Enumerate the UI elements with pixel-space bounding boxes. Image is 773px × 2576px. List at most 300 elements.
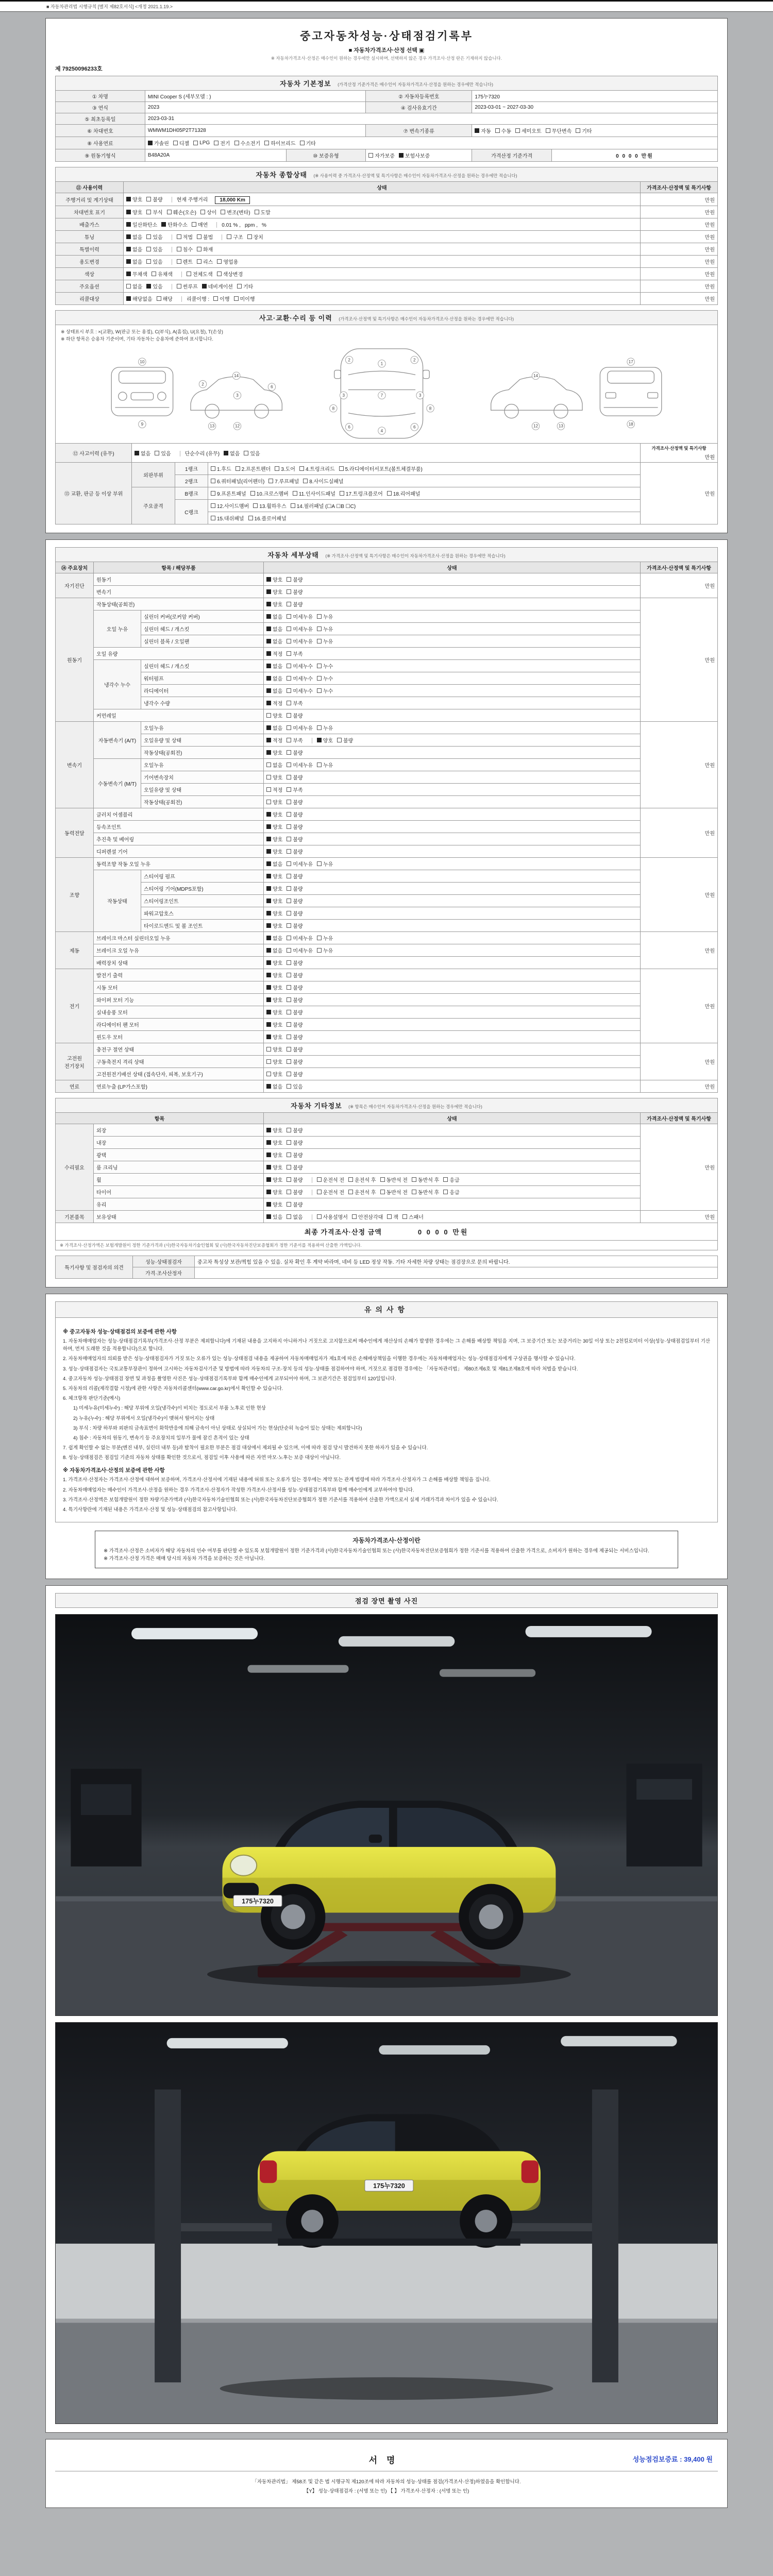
checkbox[interactable] [287, 1128, 291, 1132]
checkbox[interactable] [253, 503, 258, 508]
checkbox[interactable] [352, 1214, 357, 1219]
option [287, 872, 303, 880]
checkbox[interactable] [287, 1214, 291, 1219]
checkbox[interactable] [236, 466, 240, 471]
checkbox[interactable] [268, 479, 273, 483]
option-label: 불량 [293, 1190, 303, 1196]
detail-state-table [55, 562, 718, 1093]
checkbox[interactable] [146, 259, 151, 264]
checkbox[interactable] [317, 1214, 322, 1219]
checkbox[interactable] [317, 725, 322, 730]
checkbox[interactable] [287, 824, 291, 829]
option [266, 1163, 282, 1171]
checkbox[interactable] [287, 1177, 291, 1182]
checkbox[interactable] [266, 762, 271, 767]
item-label: 실내송풍 모터 [94, 1006, 264, 1019]
checkbox[interactable] [287, 837, 291, 841]
checkbox[interactable] [221, 210, 225, 214]
checkbox[interactable] [287, 762, 291, 767]
checkbox[interactable] [177, 247, 181, 251]
checkbox[interactable] [266, 936, 271, 940]
checkbox[interactable] [287, 874, 291, 878]
checkbox[interactable] [126, 284, 131, 289]
signature-header [55, 2447, 718, 2471]
checkbox[interactable] [266, 1072, 271, 1076]
checkbox[interactable] [340, 491, 344, 496]
checkbox[interactable] [266, 1190, 271, 1194]
checkbox[interactable] [146, 284, 151, 289]
option [348, 1176, 376, 1183]
option-label: 미세누유 [293, 627, 313, 633]
option-label: 누유 [323, 948, 333, 954]
checkbox[interactable] [339, 466, 344, 471]
state-cell [264, 1186, 641, 1198]
item-label: 라디에이터 [141, 685, 264, 697]
checkbox[interactable] [266, 664, 271, 668]
checkbox[interactable] [244, 451, 248, 455]
checkbox[interactable] [287, 960, 291, 965]
option-label: 누수 [323, 689, 333, 694]
checkbox[interactable] [287, 676, 291, 681]
checkbox[interactable] [293, 491, 297, 496]
notes-section-heading: ※ 중고자동차 성능·상태점검의 보증에 관한 사항 [63, 1329, 177, 1335]
checkbox[interactable] [275, 466, 279, 471]
checkbox[interactable] [266, 973, 271, 977]
checkbox[interactable] [287, 1140, 291, 1145]
warranty-opts [366, 149, 472, 162]
checkbox[interactable] [287, 1084, 291, 1089]
checkbox[interactable] [155, 451, 159, 455]
checkbox[interactable] [266, 1084, 271, 1089]
checkbox[interactable] [287, 626, 291, 631]
checkbox[interactable] [187, 272, 191, 276]
table-row [56, 808, 718, 821]
checkbox[interactable] [266, 837, 271, 841]
checkbox[interactable] [266, 824, 271, 829]
checkbox[interactable] [287, 948, 291, 953]
checkbox[interactable] [126, 272, 131, 276]
checkbox[interactable] [287, 911, 291, 916]
checkbox[interactable] [126, 210, 131, 214]
state-cell [264, 660, 641, 672]
option-label: 렌트 [182, 260, 193, 265]
checkbox[interactable] [227, 234, 231, 239]
checkbox[interactable] [197, 259, 201, 264]
item-label: 워터펌프 [141, 672, 264, 685]
checkbox[interactable] [266, 960, 271, 965]
checkbox[interactable] [266, 861, 271, 866]
checkbox[interactable] [264, 141, 269, 145]
option-label: 양호 [273, 1178, 283, 1183]
table-row [56, 957, 718, 969]
checkbox[interactable] [266, 1010, 271, 1014]
checkbox[interactable] [224, 451, 228, 455]
option [402, 1213, 424, 1221]
page-title: 중고자동차성능·상태점검기록부 [300, 30, 473, 42]
checkbox[interactable] [266, 1177, 271, 1182]
svg-text:12: 12 [533, 423, 539, 429]
table-row [56, 463, 718, 475]
checkbox[interactable] [211, 516, 215, 520]
option [287, 934, 313, 942]
checkbox[interactable] [317, 861, 322, 866]
checkbox[interactable] [287, 936, 291, 940]
value-box: 18,000 Km [215, 196, 249, 204]
checkbox[interactable] [266, 1153, 271, 1157]
svg-text:8: 8 [429, 406, 432, 411]
checkbox[interactable] [193, 141, 198, 145]
checkbox[interactable] [266, 775, 271, 779]
item-label: 등속조인트 [94, 821, 264, 833]
option-label: 13.휠하우스 [259, 504, 287, 510]
option-label: 불량 [293, 825, 303, 831]
checkbox[interactable] [126, 234, 131, 239]
state-cell [264, 1068, 641, 1080]
table-row [56, 598, 718, 611]
checkbox[interactable] [213, 296, 218, 301]
svg-text:13: 13 [558, 423, 563, 429]
option-label: 없음 [273, 689, 283, 694]
section-title: 점검 장면 촬영 사진 [355, 1597, 418, 1605]
checkbox[interactable] [287, 1072, 291, 1076]
state-cell [264, 1031, 641, 1043]
svg-text:18: 18 [628, 422, 633, 427]
checkbox[interactable] [287, 812, 291, 817]
checkbox[interactable] [266, 676, 271, 681]
checkbox[interactable] [287, 639, 291, 643]
checkbox[interactable] [317, 626, 322, 631]
checkbox[interactable] [177, 234, 181, 239]
option [266, 946, 282, 954]
checkbox[interactable] [317, 1177, 322, 1182]
checkbox[interactable] [287, 614, 291, 619]
checkbox[interactable] [299, 466, 304, 471]
svg-text:6: 6 [413, 425, 416, 430]
checkbox[interactable] [546, 128, 550, 133]
table-row [56, 858, 718, 870]
checkbox[interactable] [211, 491, 215, 496]
table-row [56, 845, 718, 858]
section-title: 자동차 세부상태 [267, 551, 319, 559]
checkbox[interactable] [200, 210, 205, 214]
checkbox[interactable] [266, 1165, 271, 1170]
option-label: 변조(변타) [227, 210, 250, 216]
checkbox[interactable] [287, 577, 291, 582]
checkbox[interactable] [287, 886, 291, 891]
checkbox[interactable] [266, 725, 271, 730]
checkbox[interactable] [300, 141, 305, 145]
option [287, 1200, 303, 1208]
checkbox[interactable] [266, 923, 271, 928]
checkbox[interactable] [337, 738, 342, 742]
checkbox[interactable] [380, 1190, 385, 1194]
checkbox[interactable] [217, 272, 222, 276]
option [157, 295, 173, 302]
checkbox[interactable] [402, 1214, 407, 1219]
checkbox[interactable] [247, 234, 252, 239]
checkbox[interactable] [148, 141, 153, 145]
checkbox[interactable] [266, 577, 271, 582]
checkbox[interactable] [146, 247, 151, 251]
checkbox[interactable] [368, 153, 373, 158]
checkbox[interactable] [266, 589, 271, 594]
checkbox[interactable] [266, 1059, 271, 1064]
checkbox[interactable] [255, 210, 259, 214]
checkbox[interactable] [287, 1165, 291, 1170]
checkbox[interactable] [266, 738, 271, 742]
checkbox[interactable] [217, 259, 222, 264]
checkbox[interactable] [287, 787, 291, 792]
state-cell [264, 1161, 641, 1174]
option [287, 1021, 303, 1028]
checkbox[interactable] [135, 451, 139, 455]
checkbox[interactable] [287, 1010, 291, 1014]
checkbox[interactable] [266, 787, 271, 792]
checkbox[interactable] [287, 923, 291, 928]
option [266, 724, 282, 732]
checkbox[interactable] [317, 676, 322, 681]
fuel-opts [145, 137, 717, 149]
checkbox[interactable] [287, 849, 291, 854]
option [317, 637, 333, 645]
checkbox[interactable] [287, 738, 291, 742]
checkbox[interactable] [266, 651, 271, 656]
checkbox[interactable] [266, 874, 271, 878]
checkbox[interactable] [287, 997, 291, 1002]
checkbox[interactable] [317, 738, 322, 742]
checkbox[interactable] [287, 985, 291, 990]
checkbox[interactable] [287, 664, 291, 668]
checkbox[interactable] [266, 1202, 271, 1207]
panel-numbers [139, 356, 635, 434]
row-label: ⑨ 원동기형식 [56, 149, 145, 162]
checkbox[interactable] [266, 800, 271, 804]
note-item: 8. 성능·상태점검은 점검일 기준의 자동차 상태를 확인한 것으로서, 점검일 이후 사용에 따른 자연 마모·노후는 보증 대상이 아닙니다. [63, 1455, 341, 1461]
option [266, 1139, 282, 1146]
checkbox[interactable] [287, 750, 291, 755]
checkbox[interactable] [266, 985, 271, 990]
checkbox[interactable] [250, 491, 255, 496]
option [266, 1176, 282, 1183]
checkbox[interactable] [266, 899, 271, 903]
checkbox[interactable] [348, 1190, 353, 1194]
checkbox[interactable] [152, 272, 156, 276]
checkbox[interactable] [287, 1047, 291, 1052]
option-label: 무채색 [132, 272, 147, 278]
option-label: 없음 [230, 451, 240, 457]
checkbox[interactable] [211, 503, 215, 508]
checkbox[interactable] [202, 284, 207, 289]
option-label: 해당 [162, 297, 173, 302]
checkbox[interactable] [266, 1035, 271, 1039]
option [287, 946, 313, 954]
item-label: 휠 [94, 1174, 264, 1186]
checkbox[interactable] [287, 899, 291, 903]
checkbox[interactable] [412, 1190, 416, 1194]
option-label: 없음 [132, 284, 143, 290]
device-group: 제동 [56, 932, 94, 969]
table-row [56, 1149, 718, 1161]
checkbox[interactable] [192, 222, 196, 227]
checkbox[interactable] [266, 1022, 271, 1027]
checkbox[interactable] [266, 1140, 271, 1145]
checkbox[interactable] [266, 1214, 271, 1219]
checkbox[interactable] [317, 948, 322, 953]
option [126, 221, 157, 228]
checkbox[interactable] [234, 141, 239, 145]
option-label: 양호 [273, 590, 283, 596]
reg-no-value: 175누7320 [472, 91, 718, 102]
checkbox[interactable] [412, 1177, 416, 1182]
checkbox[interactable] [266, 849, 271, 854]
checkbox[interactable] [266, 911, 271, 916]
checkbox[interactable] [266, 614, 271, 619]
checkbox[interactable] [214, 141, 219, 145]
checkbox[interactable] [287, 1059, 291, 1064]
option [317, 674, 333, 682]
document-number: 제 79250096233호 [55, 66, 103, 72]
option-label: 불량 [293, 1128, 303, 1134]
option [287, 996, 303, 1004]
item-label: 실린더 커버(로커암 커버) [141, 611, 264, 623]
checkbox[interactable] [399, 153, 404, 158]
option [495, 127, 511, 134]
checkbox[interactable] [177, 259, 181, 264]
checkbox[interactable] [266, 750, 271, 755]
checkbox[interactable] [234, 296, 239, 301]
checkbox[interactable] [287, 1202, 291, 1207]
checkbox[interactable] [317, 664, 322, 668]
checkbox[interactable] [317, 639, 322, 643]
checkbox[interactable] [317, 936, 322, 940]
checkbox[interactable] [303, 479, 308, 483]
checkbox[interactable] [287, 973, 291, 977]
option-label: 불량 [293, 751, 303, 756]
option-label: 불량 [293, 850, 303, 855]
checkbox[interactable] [266, 997, 271, 1002]
checkbox[interactable] [495, 128, 500, 133]
checkbox[interactable] [317, 614, 322, 619]
checkbox[interactable] [287, 651, 291, 656]
checkbox[interactable] [287, 725, 291, 730]
option [287, 600, 303, 608]
checkbox[interactable] [161, 222, 166, 227]
checkbox[interactable] [126, 197, 131, 201]
checkbox[interactable] [211, 479, 215, 483]
state-cell [124, 218, 641, 231]
checkbox[interactable] [443, 1177, 448, 1182]
option [126, 245, 142, 253]
table-row [56, 895, 718, 907]
checkbox[interactable] [173, 141, 178, 145]
table-row [56, 1198, 718, 1211]
checkbox[interactable] [126, 259, 131, 264]
svg-text:14: 14 [533, 374, 539, 379]
table-row [56, 870, 718, 883]
checkbox[interactable] [287, 1153, 291, 1157]
checkbox[interactable] [167, 210, 172, 214]
checkbox[interactable] [266, 713, 271, 718]
checkbox[interactable] [266, 812, 271, 817]
checkbox[interactable] [266, 948, 271, 953]
checkbox[interactable] [287, 701, 291, 705]
checkbox[interactable] [237, 284, 242, 289]
checkbox[interactable] [576, 128, 580, 133]
checkbox[interactable] [266, 1047, 271, 1052]
option [287, 1058, 303, 1065]
checkbox[interactable] [380, 1177, 385, 1182]
table-row [56, 920, 718, 932]
option [287, 1213, 303, 1221]
checkbox[interactable] [317, 1190, 322, 1194]
checkbox[interactable] [266, 688, 271, 693]
checkbox[interactable] [146, 197, 151, 201]
checkbox[interactable] [387, 1214, 392, 1219]
option [287, 885, 303, 892]
option-label: 6.쿼터패널(리어펜더) [217, 479, 265, 485]
checkbox[interactable] [287, 1022, 291, 1027]
checkbox[interactable] [443, 1190, 448, 1194]
checkbox[interactable] [317, 762, 322, 767]
option-label: 전체도색 [192, 272, 213, 278]
checkbox[interactable] [287, 713, 291, 718]
price-cell: 만원 [641, 463, 718, 524]
checkbox[interactable] [287, 589, 291, 594]
checkbox[interactable] [515, 128, 520, 133]
option-label: 자동 [481, 129, 491, 134]
checkbox[interactable] [266, 886, 271, 891]
checkbox[interactable] [266, 602, 271, 606]
checkbox[interactable] [211, 466, 215, 471]
checkbox[interactable] [287, 602, 291, 606]
checkbox[interactable] [248, 516, 253, 520]
checkbox[interactable] [197, 234, 201, 239]
checkbox[interactable] [287, 1035, 291, 1039]
checkbox[interactable] [146, 210, 151, 214]
checkbox[interactable] [157, 296, 161, 301]
checkbox[interactable] [126, 247, 131, 251]
checkbox[interactable] [287, 688, 291, 693]
checkbox[interactable] [177, 284, 181, 289]
option [266, 897, 282, 905]
checkbox[interactable] [266, 701, 271, 705]
state-cell [264, 771, 641, 784]
option-label: 있음 [153, 260, 163, 265]
price-cell: 만원 [641, 808, 718, 858]
checkbox[interactable] [197, 247, 201, 251]
checkbox[interactable] [287, 861, 291, 866]
checkbox[interactable] [348, 1177, 353, 1182]
checkbox[interactable] [387, 491, 392, 496]
option-label: 불법 [203, 235, 213, 241]
checkbox[interactable] [146, 234, 151, 239]
checkbox[interactable] [287, 775, 291, 779]
checkbox[interactable] [126, 222, 131, 227]
option-label: 잭 [393, 1215, 398, 1221]
checkbox[interactable] [287, 1190, 291, 1194]
checkbox[interactable] [317, 688, 322, 693]
state-cell [264, 1043, 641, 1056]
checkbox[interactable] [266, 626, 271, 631]
option-label: 해당없음 [132, 297, 153, 302]
row-label: 용도변경 [56, 256, 124, 268]
checkbox[interactable] [287, 800, 291, 804]
checkbox[interactable] [126, 296, 131, 301]
checkbox[interactable] [266, 639, 271, 643]
checkbox[interactable] [266, 1128, 271, 1132]
checkbox[interactable] [291, 503, 295, 508]
checkbox[interactable] [475, 128, 479, 133]
